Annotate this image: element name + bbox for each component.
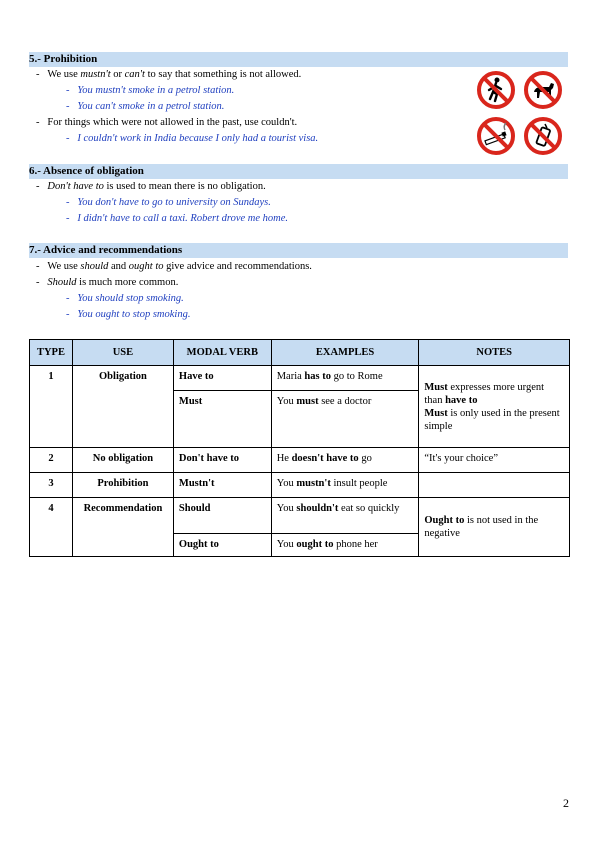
example-line [66,292,184,306]
modal-verb-cell: Mustn't [173,473,271,498]
type-cell: 4 [30,498,73,557]
type-cell: 3 [30,473,73,498]
no-dogs-icon [523,70,563,110]
example-cell [271,534,419,557]
modal-verb-cell: Must [173,391,271,448]
text: mustn't [296,478,331,489]
text: doesn't have to [291,453,359,464]
col-header: NOTES [419,340,570,366]
text: give advice and recommendations. [163,261,312,272]
example-text: You should stop smoking. [77,293,184,304]
example-text: I didn't have to call a taxi. Robert drove me home. [77,213,289,224]
text: shouldn't [296,503,339,514]
type-cell: 2 [30,448,73,473]
text: Must [424,407,448,419]
notes-cell [419,473,570,498]
text: should [80,261,109,272]
text: Ought to [424,515,465,526]
bullet-line [36,276,178,290]
table-row [30,473,570,498]
example-line [66,196,271,210]
example-text: You ought to stop smoking. [77,309,191,320]
text: insult people [330,478,388,489]
text: You [276,478,297,489]
example-cell [271,473,419,498]
example-cell [271,498,419,534]
text: We use [47,69,81,80]
text: You [276,539,297,550]
table-row [30,498,570,534]
notes-cell [419,498,570,557]
dash: - [66,197,70,208]
text: phone her [333,539,378,550]
col-header: TYPE [30,340,73,366]
modal-verb-cell: Don't have to [173,448,271,473]
dash: - [36,261,40,272]
example-line [66,84,234,98]
modal-verb-cell: Ought to [173,534,271,557]
bullet-line [36,68,301,82]
example-line [66,100,224,114]
type-cell: 1 [30,366,73,448]
no-smoking-icon [476,116,516,156]
text: is used to mean there is no obligation. [103,181,266,192]
notes-cell: “It's your choice” [419,448,570,473]
text: He [276,453,292,464]
no-mobile-phones-icon [523,116,563,156]
text: expresses more urgent than [424,381,545,406]
notes-cell [419,366,570,448]
page-number: 2 [563,796,569,810]
text: Maria [276,371,305,382]
dash: - [66,309,70,320]
text: see a doctor [318,396,372,407]
modal-verbs-table [29,339,570,557]
text: For things which were not allowed in the past, use couldn't. [47,117,298,128]
text: Should [47,277,77,288]
text: Must [424,381,448,393]
bullet-line [36,260,312,274]
dash: - [36,117,40,128]
use-cell: No obligation [72,448,173,473]
example-text: You can't smoke in a petrol station. [77,101,225,112]
text: is much more common. [76,277,179,288]
text: You [276,503,297,514]
use-cell: Obligation [72,366,173,448]
dash: - [66,133,70,144]
section-7-heading: 7.- Advice and recommendations [29,243,568,258]
text: We use [47,261,81,272]
table-header-row [30,340,570,366]
example-line [66,212,288,226]
text: You [276,396,297,407]
example-cell [271,366,419,391]
dash: - [66,85,70,96]
table-row [30,448,570,473]
use-cell: Recommendation [72,498,173,557]
bullet-line [36,180,266,194]
section-6-heading: 6.- Absence of obligation [29,164,568,179]
col-header: MODAL VERB [173,340,271,366]
text: is not used in the negative [424,515,539,539]
text: is only used in the present simple [424,407,560,432]
text: and [108,261,129,272]
text: can't [124,69,145,80]
dash: - [66,101,70,112]
example-text: I couldn't work in India because I only had a tourist visa. [77,133,319,144]
text: has to [304,371,331,382]
example-cell [271,448,419,473]
text: to say that something is not allowed. [144,69,302,80]
text: ought to [128,261,164,272]
bullet-line [36,116,297,130]
text: or [110,69,125,80]
text: eat so quickly [338,503,400,514]
prohibition-signs [476,70,566,160]
text: Don't have to [47,181,104,192]
dash: - [36,277,40,288]
use-cell: Prohibition [72,473,173,498]
example-text: You don't have to go to university on Sundays. [77,197,271,208]
table-row [30,366,570,391]
dash: - [36,181,40,192]
text: go to Rome [330,371,383,382]
no-pedestrians-icon [476,70,516,110]
dash: - [66,293,70,304]
dash: - [66,213,70,224]
text: mustn't [80,69,111,80]
col-header: USE [72,340,173,366]
section-5-heading: 5.- Prohibition [29,52,568,67]
example-cell [271,391,419,448]
dash: - [36,69,40,80]
modal-verb-cell: Have to [173,366,271,391]
text: must [296,396,319,407]
modal-verb-cell: Should [173,498,271,534]
text: go [358,453,372,464]
text: have to [445,394,478,406]
example-line [66,132,318,146]
col-header: EXAMPLES [271,340,419,366]
text: ought to [296,539,334,550]
example-text: You mustn't smoke in a petrol station. [77,85,235,96]
example-line [66,308,190,322]
